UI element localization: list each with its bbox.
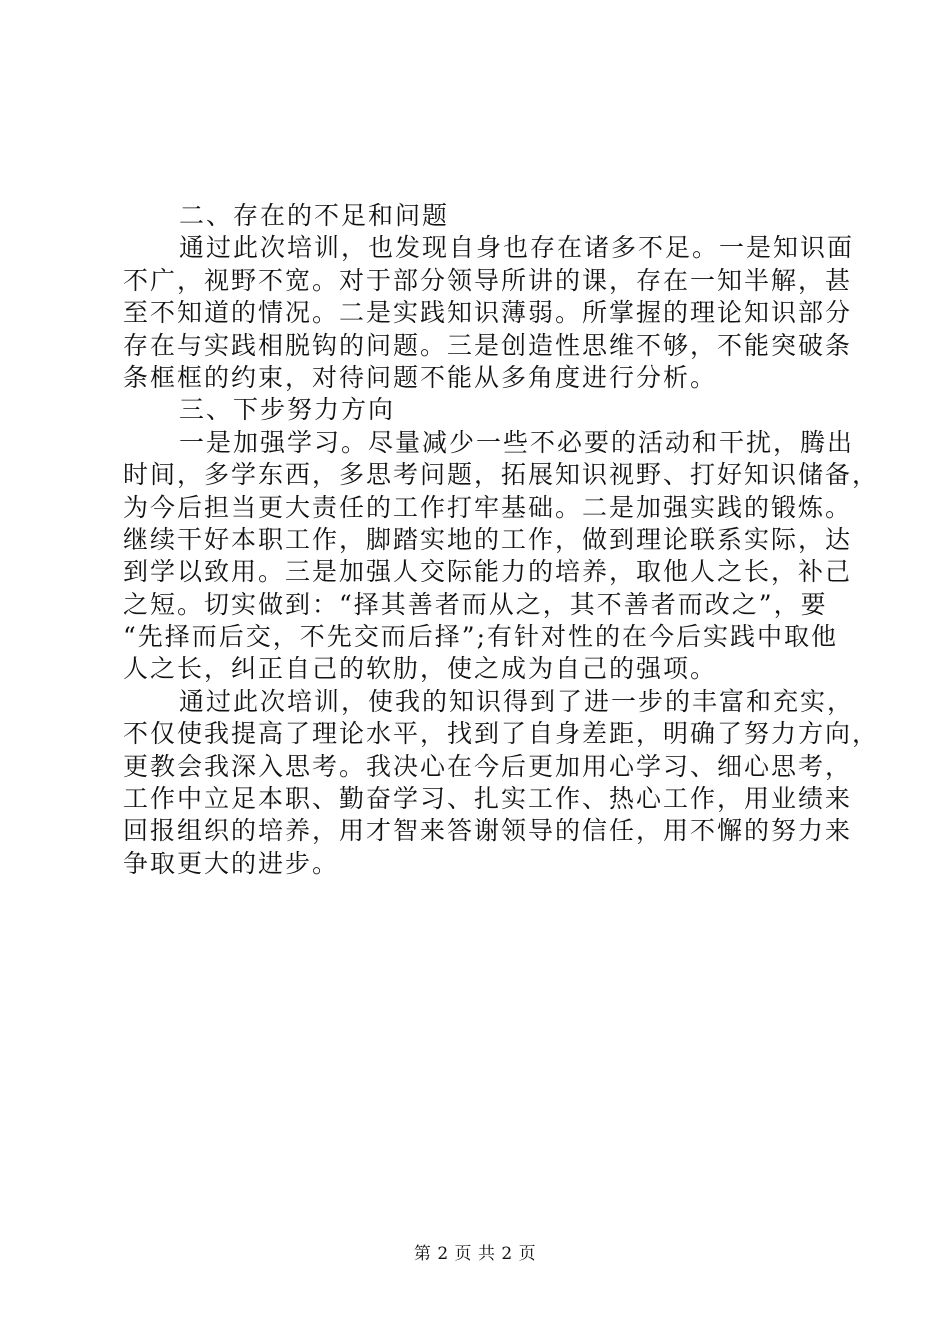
- text-line: 三、下步努力方向: [179, 395, 396, 425]
- text-line: 工作中立足本职、勤奋学习、扎实工作、热心工作，用业绩来: [123, 784, 853, 814]
- text-line: 通过此次培训，也发现自身也存在诸多不足。一是知识面: [179, 233, 855, 263]
- text-line: 二、存在的不足和问题: [179, 201, 450, 230]
- text-line: 一是加强学习。尽量减少一些不必要的活动和干扰，腾出: [179, 427, 855, 457]
- text-line: 回报组织的培养，用才智来答谢领导的信任，用不懈的努力来: [123, 816, 853, 846]
- text-line: 争取更大的进步。: [123, 848, 340, 878]
- text-line: 更教会我深入思考。我决心在今后更加用心学习、细心思考，: [123, 751, 853, 781]
- text-line: 通过此次培训，使我的知识得到了进一步的丰富和充实，: [179, 686, 855, 716]
- text-line: 条框框的约束，对待问题不能从多角度进行分析。: [123, 362, 718, 392]
- text-line: 存在与实践相脱钩的问题。三是创造性思维不够，不能突破条: [123, 330, 853, 360]
- document-body: [123, 200, 880, 880]
- text-line: 人之长，纠正自己的软肋，使之成为自己的强项。: [123, 654, 718, 684]
- text-line: 为今后担当更大责任的工作打牢基础。二是加强实践的锻炼。: [123, 492, 853, 522]
- text-line: 不广，视野不宽。对于部分领导所讲的课，存在一知半解，甚: [123, 265, 853, 295]
- text-line: 不仅使我提高了理论水平，找到了自身差距，明确了努力方向，: [123, 719, 880, 749]
- text-line: 到学以致用。三是加强人交际能力的培养，取他人之长，补己: [123, 557, 853, 587]
- text-line: 至不知道的情况。二是实践知识薄弱。所掌握的理论知识部分: [123, 298, 853, 328]
- page-footer: 第 2 页 共 2 页: [413, 1244, 537, 1264]
- text-line: 继续干好本职工作，脚踏实地的工作，做到理论联系实际，达: [123, 524, 853, 554]
- text-line: 之短。切实做到：“择其善者而从之，其不善者而改之”，要: [123, 589, 828, 619]
- text-line: “先择而后交，不先交而后择”;有针对性的在今后实践中取他: [123, 622, 838, 652]
- text-line: 时间，多学东西，多思考问题，拓展知识视野、打好知识储备，: [123, 460, 880, 490]
